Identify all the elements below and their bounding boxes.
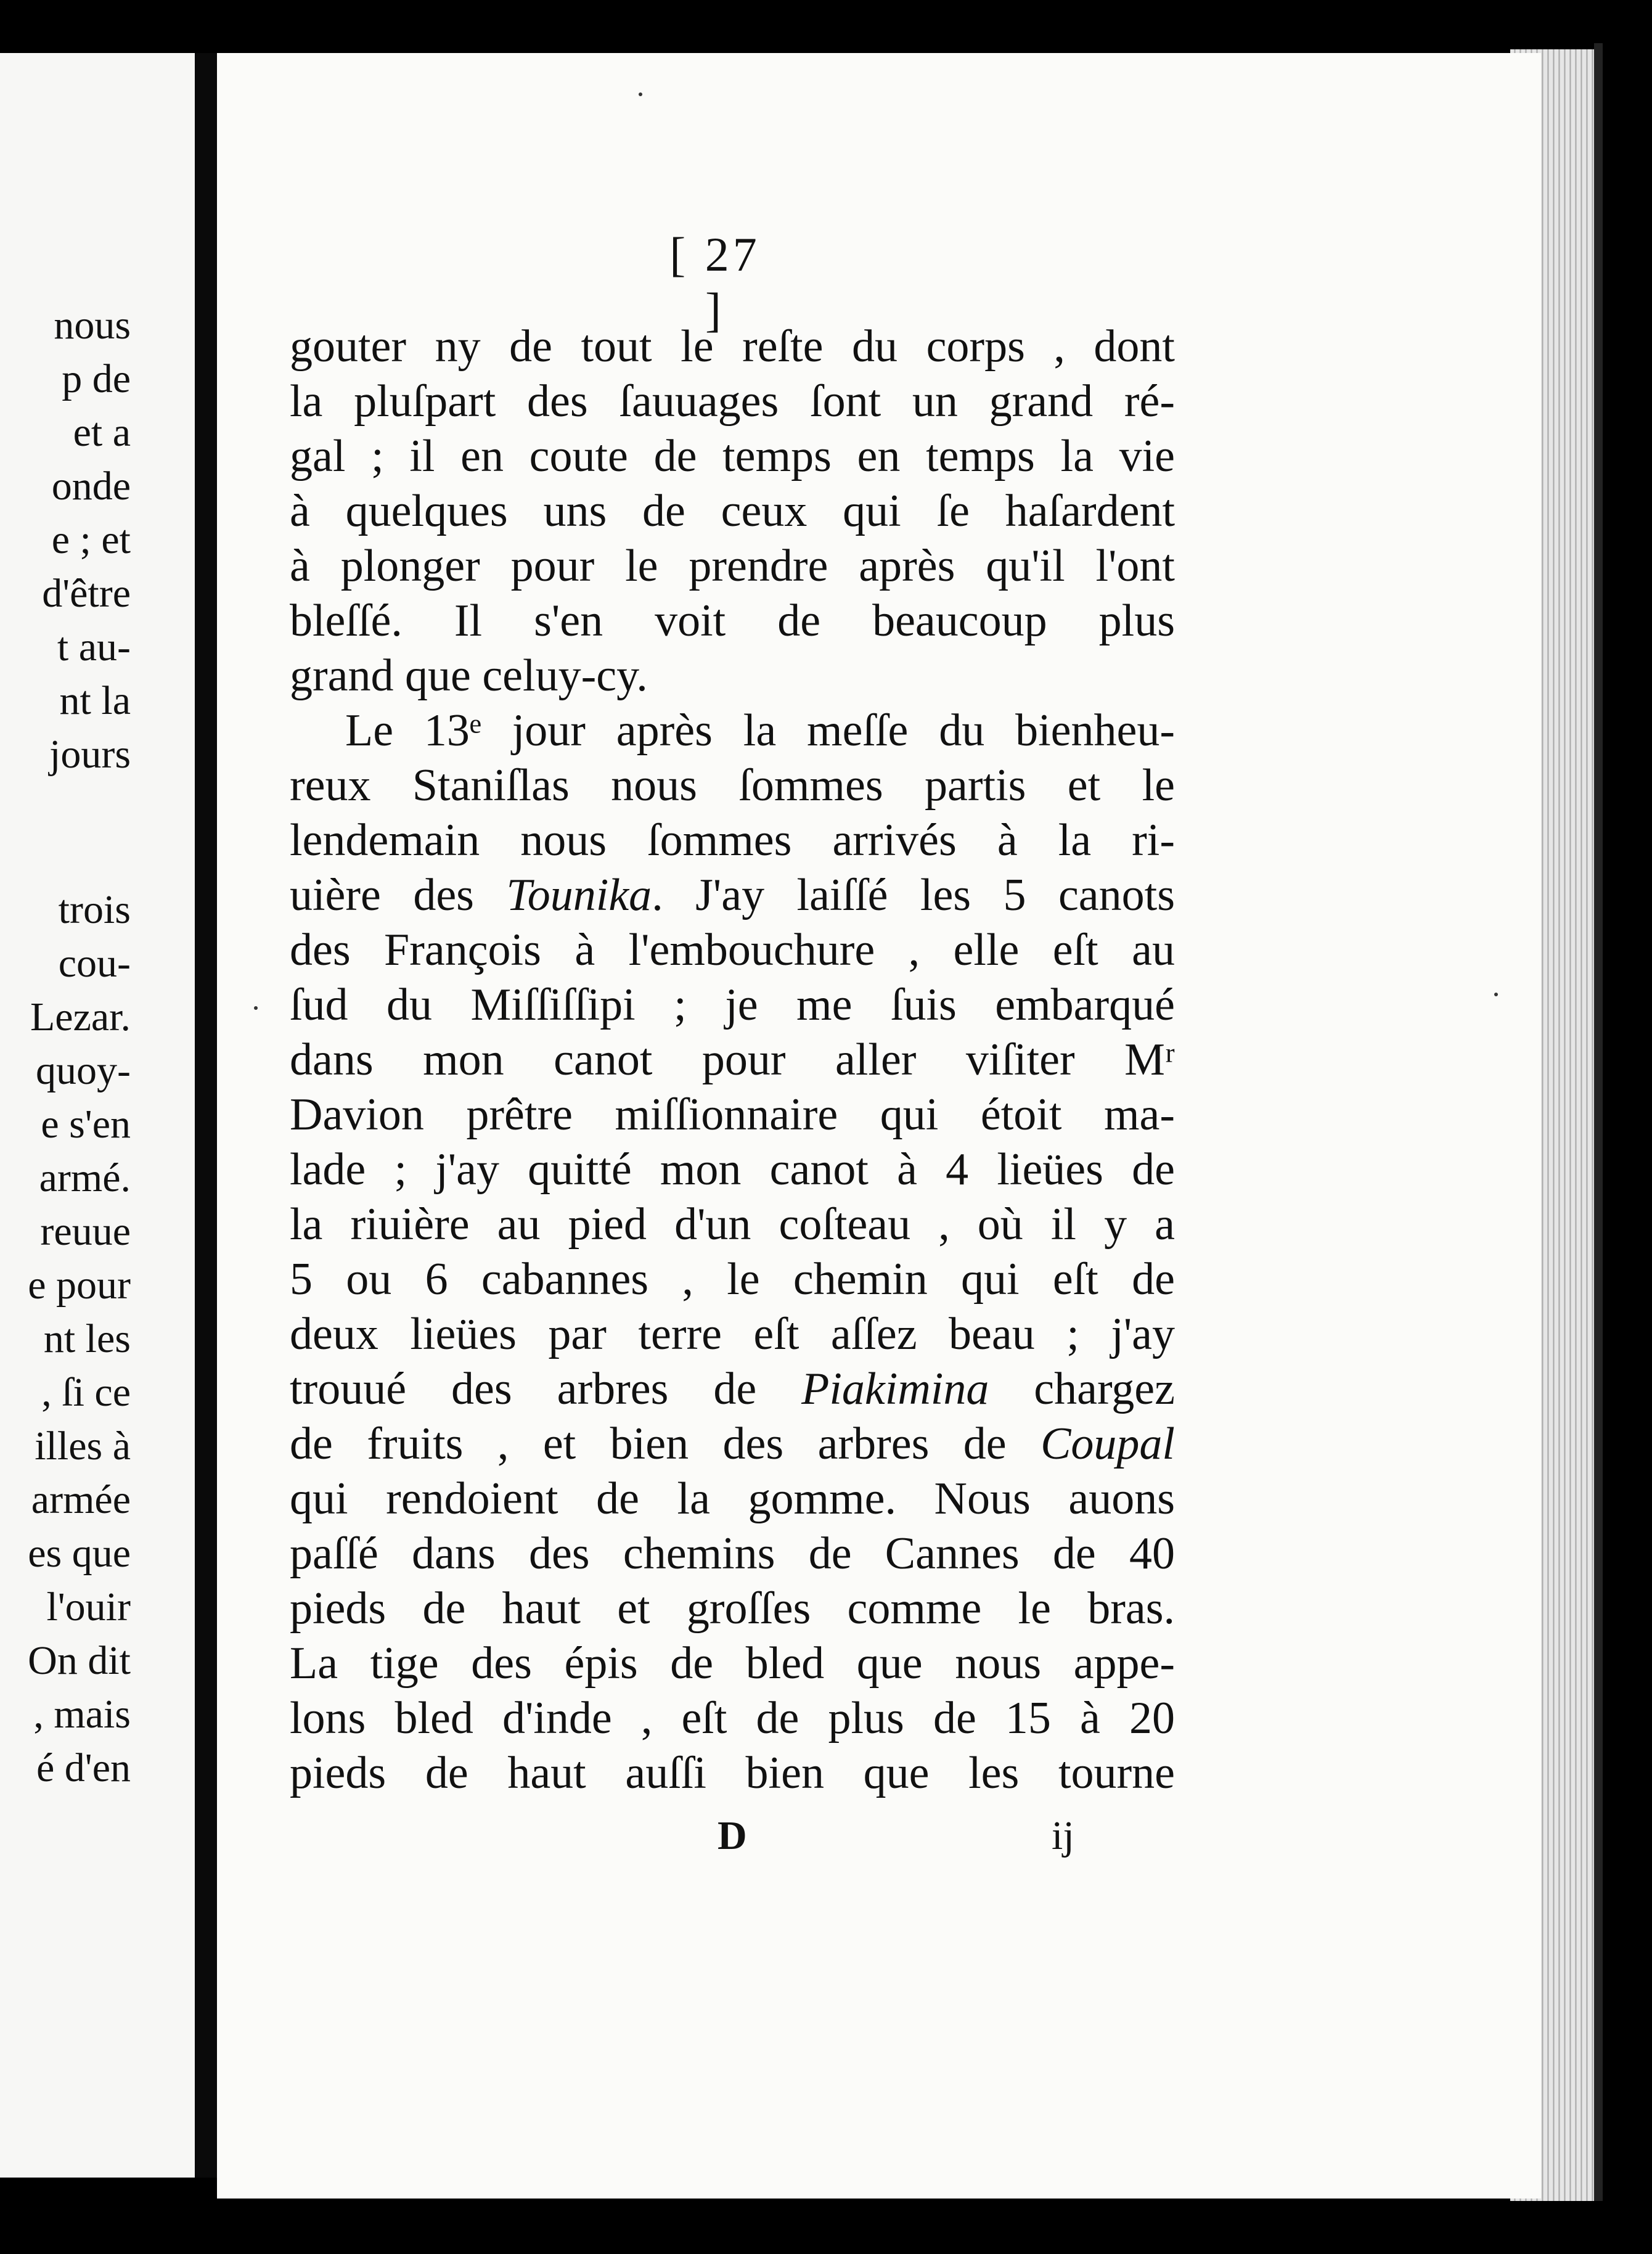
left-page-line: d'être (42, 571, 131, 616)
text-line: uière des Tounika. J'ay laiſſé les 5 canots (290, 870, 1175, 920)
text-line: de fruits , et bien des arbres de Coupal (290, 1419, 1175, 1469)
left-page-line: reuue (40, 1209, 131, 1254)
left-page (0, 53, 195, 2178)
text-line: paſſé dans des chemins de Cannes de 40 (290, 1528, 1175, 1579)
left-page-line: nous (54, 303, 131, 348)
left-page-line: t au- (57, 625, 131, 670)
left-page-line: Lezar. (30, 994, 131, 1039)
left-page-line: et a (73, 410, 131, 455)
left-page-line: , mais (33, 1692, 131, 1737)
left-page-line: es que (28, 1531, 131, 1576)
text-line: des François à l'embouchure , elle eſt au (290, 925, 1175, 975)
text-line: 5 ou 6 cabannes , le chemin qui eſt de (290, 1254, 1175, 1305)
page-number: [ 27 ] (669, 227, 761, 337)
text-line: dans mon canot pour aller viſiter Mʳ (290, 1035, 1175, 1085)
left-page-line: e s'en (41, 1102, 131, 1147)
text-line: lade ; j'ay quitté mon canot à 4 lieües de (290, 1144, 1175, 1195)
left-page-line: l'ouir (46, 1584, 131, 1629)
text-line: gal ; il en coute de temps en temps la vie (290, 431, 1175, 482)
text-line: lons bled d'inde , eſt de plus de 15 à 20 (290, 1693, 1175, 1744)
text-line: Le 13ᵉ jour après la meſſe du bienheu- (345, 705, 1175, 756)
text-line: grand que celuy-cy. (290, 650, 648, 701)
left-page-line: nt les (43, 1316, 131, 1361)
left-page-line: trois (58, 887, 131, 932)
left-page-line: cou- (58, 941, 131, 986)
text-line: trouué des arbres de Piakimina chargez (290, 1364, 1175, 1414)
text-line: reux Staniſlas nous ſommes partis et le (290, 760, 1175, 811)
text-line: pieds de haut auſſi bien que les tourne (290, 1748, 1175, 1798)
text-line: La tige des épis de bled que nous appe- (290, 1638, 1175, 1689)
text-line: à quelques uns de ceux qui ſe haſardent (290, 486, 1175, 536)
text-line: la pluſpart des ſauuages ſont un grand ré- (290, 376, 1175, 427)
left-page-line: e ; et (51, 517, 131, 562)
catchword: ij (1052, 1813, 1074, 1858)
signature-mark: D (718, 1813, 747, 1858)
left-page-line: p de (62, 356, 131, 401)
page-edges-dark (1594, 43, 1603, 2201)
speck (1494, 993, 1498, 996)
gutter-shadow (195, 53, 217, 2178)
text-line: bleſſé. Il s'en voit de beaucoup plus (290, 596, 1175, 646)
speck (639, 92, 642, 96)
left-page-line: On dit (28, 1638, 131, 1683)
left-page-line: quoy- (36, 1048, 131, 1093)
text-line: Davion prêtre miſſionnaire qui étoit ma- (290, 1089, 1175, 1140)
text-line: pieds de haut et groſſes comme le bras. (290, 1583, 1175, 1634)
left-page-line: , ſi ce (41, 1370, 131, 1415)
text-line: lendemain nous ſommes arrivés à la ri- (290, 815, 1175, 866)
left-page-line: é d'en (36, 1745, 131, 1790)
left-page-line: illes à (35, 1424, 131, 1469)
text-line: ſud du Miſſiſſipi ; je me ſuis embarqué (290, 980, 1175, 1030)
text-line: deux lieües par terre eſt aſſez beau ; j'ay (290, 1309, 1175, 1359)
text-line: à plonger pour le prendre après qu'il l'ont (290, 541, 1175, 591)
speck (254, 1006, 258, 1010)
left-page-line: armé. (39, 1155, 131, 1200)
left-page-line: jours (49, 732, 131, 777)
text-line: qui rendoient de la gomme. Nous auons (290, 1473, 1175, 1524)
left-page-line: armée (31, 1477, 131, 1522)
left-page-line: onde (51, 464, 131, 509)
left-page-line: e pour (28, 1263, 131, 1308)
text-line: la riuière au pied d'un coſteau , où il y a (290, 1199, 1175, 1250)
body-text (290, 319, 1175, 1801)
left-page-line: nt la (59, 678, 131, 723)
text-line: gouter ny de tout le reſte du corps , dont (290, 321, 1175, 372)
